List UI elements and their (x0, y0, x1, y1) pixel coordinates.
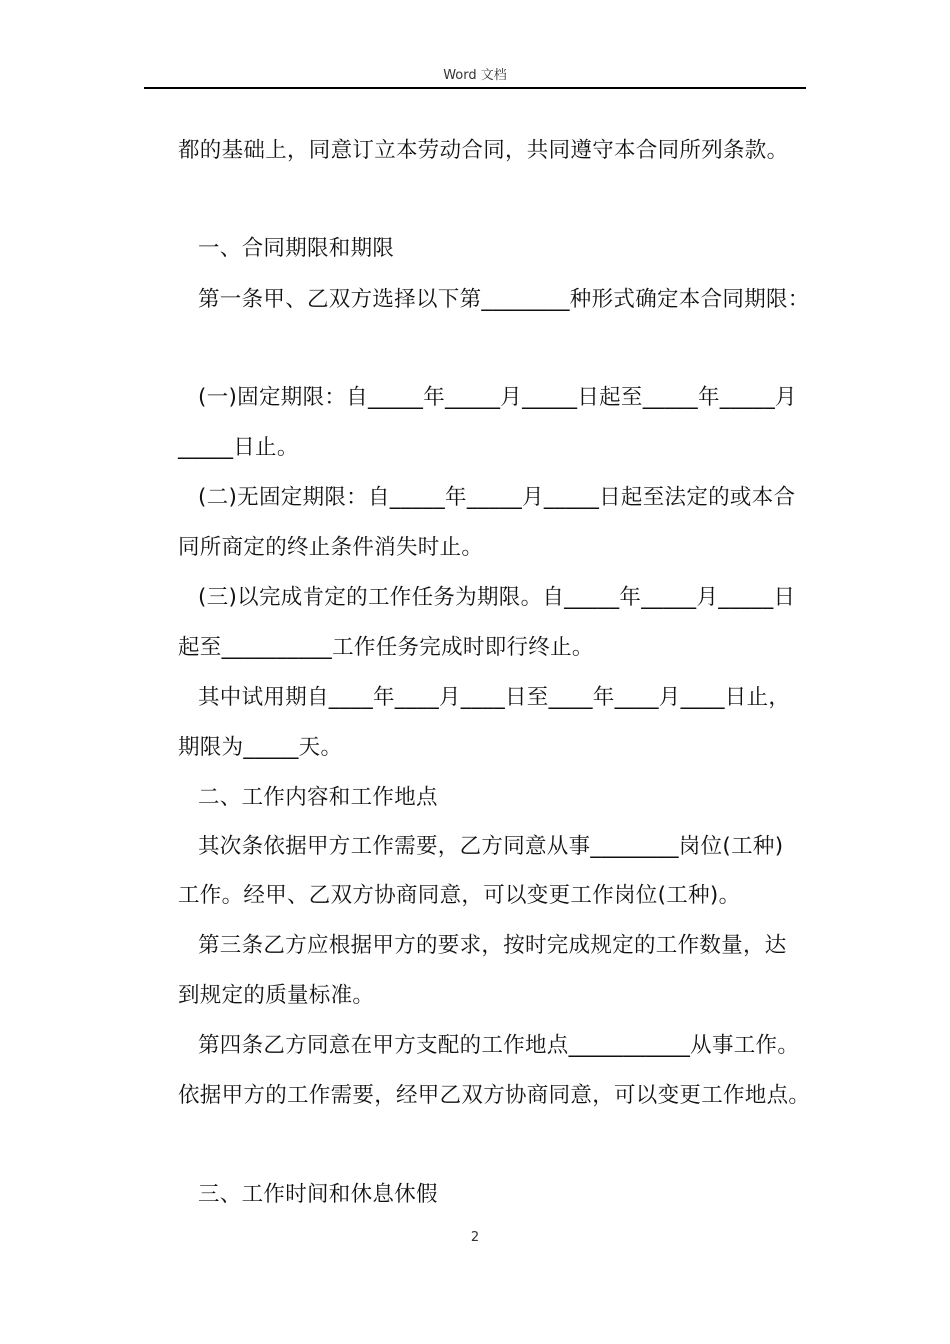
paragraph-line: 其次条依据甲方工作需要，乙方同意从事________岗位(工种) (198, 834, 784, 859)
paragraph-line: (二)无固定期限：自_____年_____月_____日起至法定的或本合 (198, 485, 796, 510)
section-heading: 一、合同期限和期限 (198, 236, 395, 261)
paragraph-line: _____日止。 (178, 435, 299, 460)
paragraph-line: 第三条乙方应根据甲方的要求，按时完成规定的工作数量，达 (198, 933, 787, 958)
paragraph-line: 依据甲方的工作需要，经甲乙双方协商同意，可以变更工作地点。 (178, 1083, 811, 1108)
paragraph-line: 起至__________工作任务完成时即行终止。 (178, 635, 594, 660)
paragraph-line: 同所商定的终止条件消失时止。 (178, 535, 484, 560)
header-divider (144, 87, 806, 89)
section-heading: 三、工作时间和休息休假 (198, 1182, 438, 1207)
paragraph-line: 第四条乙方同意在甲方支配的工作地点___________从事工作。 (198, 1033, 800, 1058)
paragraph-line: 第一条甲、乙双方选择以下第________种形式确定本合同期限： (198, 287, 810, 312)
paragraph-line: 工作。经甲、乙双方协商同意，可以变更工作岗位(工种)。 (178, 883, 741, 908)
paragraph-line: (一)固定期限：自_____年_____月_____日起至_____年_____月 (198, 385, 797, 410)
paragraph-line: 到规定的质量标准。 (178, 983, 375, 1008)
page-number: 2 (470, 1230, 480, 1245)
paragraph-line: (三)以完成肯定的工作任务为期限。自_____年_____月_____日 (198, 585, 796, 610)
paragraph-line: 都的基础上，同意订立本劳动合同，共同遵守本合同所列条款。 (178, 138, 789, 163)
header-title: Word 文档 (443, 68, 507, 83)
section-heading: 二、工作内容和工作地点 (198, 785, 438, 810)
paragraph-line: 其中试用期自____年____月____日至____年____月____日止， (198, 685, 791, 710)
paragraph-line: 期限为_____天。 (178, 735, 343, 760)
